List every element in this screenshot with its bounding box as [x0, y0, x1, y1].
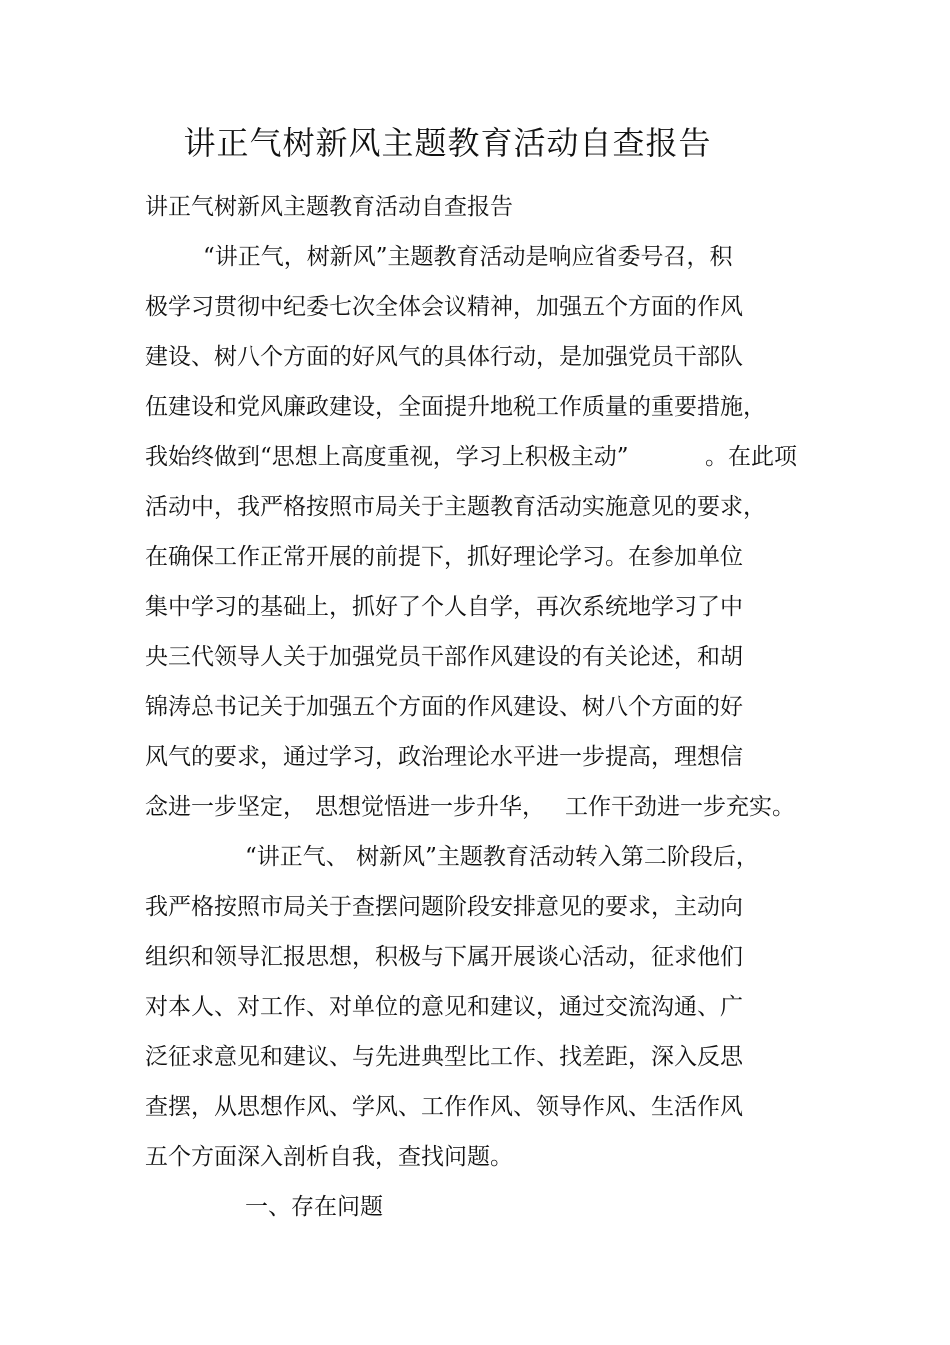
- paragraph-line: 查摆，从思想作风、学风、工作作风、领导作风、生活作风: [145, 1094, 743, 1120]
- paragraph-line: 组织和领导汇报思想，积极与下属开展谈心活动，征求他们: [145, 944, 743, 970]
- paragraph-line: 我严格按照市局关于查摆问题阶段安排意见的要求，主动向: [145, 894, 743, 920]
- paragraph-line: 活动中，我严格按照市局关于主题教育活动实施意见的要求，: [145, 494, 766, 520]
- document-title: 讲正气树新风主题教育活动自查报告: [183, 124, 712, 162]
- paragraph-line-fragment: 思想觉悟进一步升华，: [315, 794, 545, 820]
- paragraph-line: 对本人、对工作、对单位的意见和建议，通过交流沟通、广: [145, 994, 743, 1020]
- paragraph-line: 五个方面深入剖析自我，查找问题。: [145, 1144, 513, 1170]
- paragraph-line: 建设、树八个方面的好风气的具体行动，是加强党员干部队: [145, 344, 743, 370]
- document-subtitle: 讲正气树新风主题教育活动自查报告: [145, 194, 513, 220]
- paragraph-line: 锦涛总书记关于加强五个方面的作风建设、树八个方面的好: [145, 694, 743, 720]
- paragraph-line: 集中学习的基础上，抓好了个人自学，再次系统地学习了中: [145, 594, 743, 620]
- paragraph-line-fragment: 工作干劲进一步充实。: [565, 794, 795, 820]
- paragraph-line: 泛征求意见和建议、与先进典型比工作、找差距，深入反思: [145, 1044, 743, 1070]
- paragraph-line: 伍建设和党风廉政建设，全面提升地税工作质量的重要措施，: [145, 394, 766, 420]
- paragraph-line: 风气的要求，通过学习，政治理论水平进一步提高，理想信: [145, 744, 743, 770]
- paragraph-line: 我始终做到“思想上高度重视，学习上积极主动”: [145, 444, 629, 470]
- section-heading: 一、存在问题: [245, 1194, 383, 1220]
- paragraph-line: “讲正气，树新风”主题教育活动是响应省委号召，积: [203, 244, 733, 270]
- paragraph-line: 极学习贯彻中纪委七次全体会议精神，加强五个方面的作风: [145, 294, 743, 320]
- paragraph-line: “讲正气、 树新风”主题教育活动转入第二阶段后，: [245, 844, 759, 870]
- paragraph-line: 在确保工作正常开展的前提下，抓好理论学习。在参加单位: [145, 544, 743, 570]
- paragraph-line-fragment: 。在此项: [705, 444, 797, 470]
- paragraph-line: 央三代领导人关于加强党员干部作风建设的有关论述，和胡: [145, 644, 743, 670]
- paragraph-line-fragment: 念进一步坚定，: [145, 794, 306, 820]
